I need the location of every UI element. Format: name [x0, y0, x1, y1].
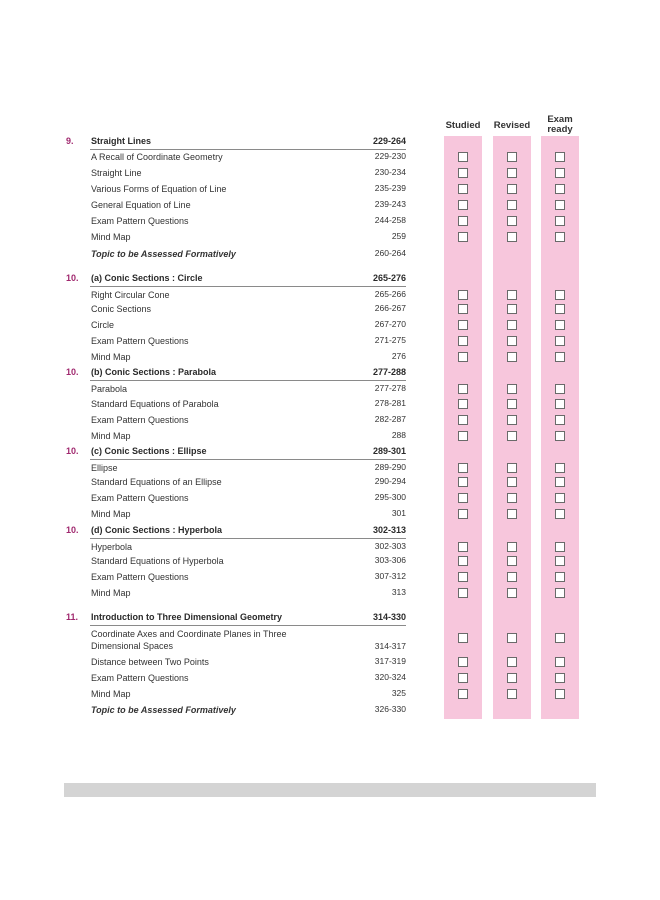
chapter-pages: 302-313 — [372, 525, 406, 535]
exam-ready-checkbox[interactable] — [555, 556, 565, 566]
topic-title: Exam Pattern Questions — [91, 216, 189, 226]
studied-checkbox[interactable] — [458, 493, 468, 503]
studied-checkbox[interactable] — [458, 463, 468, 473]
topic-row — [66, 289, 406, 303]
exam-ready-checkbox[interactable] — [555, 542, 565, 552]
topic-title: A Recall of Coordinate Geometry — [91, 152, 223, 162]
topic-pages: 325 — [391, 688, 406, 698]
studied-checkbox[interactable] — [458, 415, 468, 425]
studied-checkbox[interactable] — [458, 572, 468, 582]
exam-ready-checkbox[interactable] — [555, 384, 565, 394]
exam-ready-checkbox[interactable] — [555, 152, 565, 162]
revised-checkbox[interactable] — [507, 216, 517, 226]
revised-checkbox[interactable] — [507, 431, 517, 441]
chapter-underline — [90, 459, 406, 460]
topic-row — [66, 414, 406, 428]
column-header-exam-ready: Exam ready — [547, 114, 573, 135]
chapter-heading — [66, 367, 406, 381]
topic-pages: 230-234 — [374, 167, 406, 177]
topic-pages: 320-324 — [374, 672, 406, 682]
exam-ready-checkbox[interactable] — [555, 689, 565, 699]
topic-pages: 235-239 — [374, 183, 406, 193]
topic-pages: 314-317 — [374, 641, 406, 651]
chapter-title: (a) Conic Sections : Circle — [91, 273, 203, 283]
column-header-revised: Revised — [493, 120, 531, 131]
studied-checkbox[interactable] — [458, 184, 468, 194]
chapter-number: 9. — [66, 136, 74, 146]
revised-checkbox[interactable] — [507, 542, 517, 552]
chapter-title: (c) Conic Sections : Ellipse — [91, 446, 207, 456]
exam-ready-checkbox[interactable] — [555, 588, 565, 598]
exam-ready-checkbox[interactable] — [555, 509, 565, 519]
studied-checkbox[interactable] — [458, 556, 468, 566]
exam-ready-checkbox[interactable] — [555, 232, 565, 242]
exam-ready-checkbox[interactable] — [555, 168, 565, 178]
topic-pages: 290-294 — [374, 476, 406, 486]
studied-checkbox[interactable] — [458, 673, 468, 683]
revised-checkbox[interactable] — [507, 320, 517, 330]
chapter-underline — [90, 380, 406, 381]
exam-ready-checkbox[interactable] — [555, 463, 565, 473]
topic-pages: 289-290 — [374, 462, 406, 472]
topic-title: Conic Sections — [91, 304, 152, 314]
revised-checkbox[interactable] — [507, 152, 517, 162]
topic-row — [66, 492, 406, 506]
topic-row — [66, 555, 406, 569]
topic-row — [66, 672, 406, 686]
topic-row — [66, 398, 406, 412]
exam-ready-checkbox[interactable] — [555, 673, 565, 683]
topic-title: Exam Pattern Questions — [91, 493, 189, 503]
exam-ready-checkbox[interactable] — [555, 493, 565, 503]
topic-row — [66, 541, 406, 555]
topic-row — [66, 231, 406, 245]
studied-checkbox[interactable] — [458, 542, 468, 552]
chapter-number: 10. — [66, 273, 79, 283]
topic-title: Hyperbola — [91, 542, 133, 552]
revised-checkbox[interactable] — [507, 477, 517, 487]
chapter-number: 11. — [66, 612, 79, 622]
exam-ready-checkbox[interactable] — [555, 657, 565, 667]
chapter-title: Introduction to Three Dimensional Geometry — [91, 612, 283, 622]
chapter-number: 10. — [66, 525, 79, 535]
chapter-heading — [66, 273, 406, 287]
topic-title: Various Forms of Equation of Line — [91, 184, 227, 194]
topic-pages: 229-230 — [374, 151, 406, 161]
topic-title: Coordinate Axes and Coordinate Planes in Three Dimensional Spaces — [91, 629, 287, 651]
studied-checkbox[interactable] — [458, 336, 468, 346]
topic-pages: 301 — [391, 508, 406, 518]
topic-row — [66, 303, 406, 317]
topic-pages: 265-266 — [374, 289, 406, 299]
topic-title: Mind Map — [91, 689, 131, 699]
topic-title: Straight Line — [91, 168, 142, 178]
studied-checkbox[interactable] — [458, 232, 468, 242]
topic-pages: 239-243 — [374, 199, 406, 209]
studied-checkbox[interactable] — [458, 431, 468, 441]
topic-pages: 278-281 — [374, 398, 406, 408]
exam-ready-checkbox[interactable] — [555, 399, 565, 409]
topic-row — [66, 508, 406, 522]
chapter-pages: 265-276 — [372, 273, 406, 283]
topic-title: Parabola — [91, 384, 128, 394]
topic-title: Standard Equations of Parabola — [91, 399, 219, 409]
revised-checkbox[interactable] — [507, 336, 517, 346]
chapter-heading — [66, 136, 406, 150]
exam-ready-checkbox[interactable] — [555, 352, 565, 362]
studied-checkbox[interactable] — [458, 588, 468, 598]
topic-pages: 313 — [391, 587, 406, 597]
topic-row — [66, 215, 406, 229]
revised-checkbox[interactable] — [507, 384, 517, 394]
chapter-pages: 314-330 — [372, 612, 406, 622]
exam-ready-checkbox[interactable] — [555, 415, 565, 425]
topic-title: Exam Pattern Questions — [91, 673, 189, 683]
chapter-pages: 289-301 — [372, 446, 406, 456]
revised-checkbox[interactable] — [507, 399, 517, 409]
revised-checkbox[interactable] — [507, 657, 517, 667]
studied-checkbox[interactable] — [458, 290, 468, 300]
topic-pages: 295-300 — [374, 492, 406, 502]
topic-title: Circle — [91, 320, 115, 330]
studied-checkbox[interactable] — [458, 168, 468, 178]
revised-checkbox[interactable] — [507, 509, 517, 519]
topic-pages: 260-264 — [374, 248, 406, 258]
exam-ready-checkbox[interactable] — [555, 336, 565, 346]
chapter-title: Straight Lines — [91, 136, 152, 146]
topic-row — [66, 319, 406, 333]
topic-pages: 302-303 — [374, 541, 406, 551]
exam-ready-checkbox[interactable] — [555, 200, 565, 210]
topic-row — [66, 351, 406, 365]
topic-title: Standard Equations of Hyperbola — [91, 556, 224, 566]
topic-title: Mind Map — [91, 588, 131, 598]
topic-pages: 303-306 — [374, 555, 406, 565]
studied-checkbox[interactable] — [458, 352, 468, 362]
topic-row — [66, 476, 406, 490]
topic-row — [66, 462, 406, 476]
exam-ready-checkbox[interactable] — [555, 216, 565, 226]
topic-pages: 259 — [391, 231, 406, 241]
topic-title: Exam Pattern Questions — [91, 336, 189, 346]
chapter-heading — [66, 612, 406, 626]
topic-title: Right Circular Cone — [91, 290, 170, 300]
topic-title: Standard Equations of an Ellipse — [91, 477, 222, 487]
topic-row — [66, 248, 406, 262]
topic-row — [66, 628, 406, 654]
revised-checkbox[interactable] — [507, 415, 517, 425]
topic-title: Exam Pattern Questions — [91, 415, 189, 425]
topic-row — [66, 587, 406, 601]
revised-checkbox[interactable] — [507, 673, 517, 683]
topic-pages: 307-312 — [374, 571, 406, 581]
revised-checkbox[interactable] — [507, 232, 517, 242]
topic-row — [66, 383, 406, 397]
exam-ready-checkbox[interactable] — [555, 290, 565, 300]
exam-ready-checkbox[interactable] — [555, 477, 565, 487]
exam-ready-checkbox[interactable] — [555, 633, 565, 643]
topic-row — [66, 167, 406, 181]
chapter-underline — [90, 538, 406, 539]
topic-row — [66, 430, 406, 444]
revised-checkbox[interactable] — [507, 200, 517, 210]
chapter-underline — [90, 625, 406, 626]
studied-checkbox[interactable] — [458, 477, 468, 487]
revised-checkbox[interactable] — [507, 168, 517, 178]
chapter-title: (d) Conic Sections : Hyperbola — [91, 525, 223, 535]
exam-ready-checkbox[interactable] — [555, 431, 565, 441]
revised-checkbox[interactable] — [507, 352, 517, 362]
studied-checkbox[interactable] — [458, 152, 468, 162]
topic-title: Topic to be Assessed Formatively — [91, 705, 236, 715]
exam-ready-checkbox[interactable] — [555, 304, 565, 314]
topic-row — [66, 688, 406, 702]
chapter-number: 10. — [66, 367, 79, 377]
topic-title: Ellipse — [91, 463, 118, 473]
studied-checkbox[interactable] — [458, 657, 468, 667]
topic-row — [66, 656, 406, 670]
studied-checkbox[interactable] — [458, 633, 468, 643]
footer-bar — [64, 783, 596, 797]
column-header-studied: Studied — [445, 120, 481, 131]
topic-title: Mind Map — [91, 509, 131, 519]
topic-title: Mind Map — [91, 232, 131, 242]
studied-checkbox[interactable] — [458, 399, 468, 409]
topic-title: Mind Map — [91, 431, 131, 441]
exam-ready-checkbox[interactable] — [555, 184, 565, 194]
topic-pages: 277-278 — [374, 383, 406, 393]
chapter-underline — [90, 286, 406, 287]
revised-checkbox[interactable] — [507, 572, 517, 582]
revised-checkbox[interactable] — [507, 633, 517, 643]
topic-pages: 326-330 — [374, 704, 406, 714]
studied-checkbox[interactable] — [458, 216, 468, 226]
revised-checkbox[interactable] — [507, 556, 517, 566]
studied-checkbox[interactable] — [458, 200, 468, 210]
revised-checkbox[interactable] — [507, 304, 517, 314]
chapter-number: 10. — [66, 446, 79, 456]
topic-pages: 317-319 — [374, 656, 406, 666]
revised-checkbox[interactable] — [507, 588, 517, 598]
revised-checkbox[interactable] — [507, 184, 517, 194]
chapter-underline — [90, 149, 406, 150]
chapter-title: (b) Conic Sections : Parabola — [91, 367, 217, 377]
topic-title: Distance between Two Points — [91, 657, 209, 667]
topic-row — [66, 704, 406, 718]
exam-ready-checkbox[interactable] — [555, 320, 565, 330]
chapter-heading — [66, 446, 406, 460]
studied-checkbox[interactable] — [458, 320, 468, 330]
topic-pages: 288 — [391, 430, 406, 440]
topic-row — [66, 571, 406, 585]
topic-title: Mind Map — [91, 352, 131, 362]
revised-checkbox[interactable] — [507, 463, 517, 473]
revised-checkbox[interactable] — [507, 290, 517, 300]
studied-checkbox[interactable] — [458, 509, 468, 519]
topic-pages: 282-287 — [374, 414, 406, 424]
topic-pages: 266-267 — [374, 303, 406, 313]
revised-checkbox[interactable] — [507, 493, 517, 503]
topic-pages: 271-275 — [374, 335, 406, 345]
topic-pages: 244-258 — [374, 215, 406, 225]
topic-row — [66, 199, 406, 213]
chapter-heading — [66, 525, 406, 539]
exam-ready-checkbox[interactable] — [555, 572, 565, 582]
revised-checkbox[interactable] — [507, 689, 517, 699]
topic-title: Topic to be Assessed Formatively — [91, 249, 236, 259]
studied-checkbox[interactable] — [458, 689, 468, 699]
topic-pages: 267-270 — [374, 319, 406, 329]
topic-pages: 276 — [391, 351, 406, 361]
topic-title: Exam Pattern Questions — [91, 572, 189, 582]
chapter-pages: 229-264 — [372, 136, 406, 146]
studied-checkbox[interactable] — [458, 384, 468, 394]
topic-row — [66, 183, 406, 197]
chapter-pages: 277-288 — [372, 367, 406, 377]
topic-title: General Equation of Line — [91, 200, 191, 210]
topic-row — [66, 335, 406, 349]
topic-row — [66, 151, 406, 165]
studied-checkbox[interactable] — [458, 304, 468, 314]
